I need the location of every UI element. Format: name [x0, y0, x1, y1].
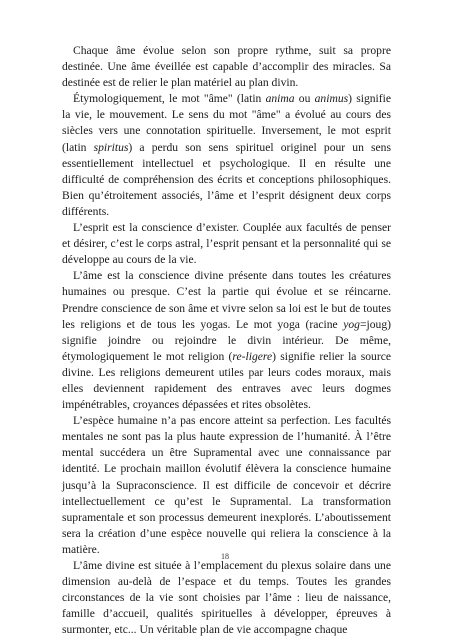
text-run: L’âme est la conscience divine présente dans toutes les créatures humaines ou presque. C’est la partie qui évolue et se réincarne. Prendre conscience de son âme et vivre selon sa loi est le but de toutes les religions et de tous les yogas. Le mot yoga (racine [62, 269, 391, 331]
text-run: L’âme divine est située à l’emplacement du plexus solaire dans une dimension au-delà de l’espace et du temps. Toutes les grandes circonstances de la vie sont choisies par l’âme : lieu de naissance, famille d’accueil, qualités spirituelles à développer, épreuves à surmonter, etc... Un véritable plan de vie accompagne chaque [62, 559, 391, 637]
paragraph [62, 413, 391, 558]
text-run: ) a perdu son sens spirituel originel pour un sens essentiellement intellectuel et psychologique. Il en résulte une difficulté de compréhension des écrits et conceptions philosophiques. Bien qu’étroitement associés, l’âme et l’esprit désignent deux corps différents. [62, 140, 391, 218]
text-run: L’esprit est la conscience d’exister. Couplée aux facultés de penser et désirer, c’est le corps astral, l’esprit pensant et la personnalité qui se développe au cours de la vie. [62, 221, 391, 267]
text-flow [62, 43, 391, 638]
paragraph [62, 43, 391, 91]
paragraph [62, 220, 391, 268]
italic-term: anima [265, 92, 295, 106]
italic-term: spiritus [93, 140, 129, 154]
text-run: Chaque âme évolue selon son propre rythme, suit sa propre destinée. Une âme éveillée est capable d’accomplir des miracles. Sa destinée est de relier le plan matériel au plan divin. [62, 44, 391, 90]
italic-term: animus [314, 92, 349, 106]
italic-term: re-ligere [232, 349, 273, 363]
page-body [62, 43, 391, 638]
text-run: L’espèce humaine n’a pas encore atteint sa perfection. Les facultés mentales ne sont pas la plus haute expression de l’humanité. À l’être mental succédera un être Supramental avec une connaissance par identité. Le prochain maillon évolutif élèvera la conscience humaine jusqu’à la Supraconscience. Il est difficile de concevoir et décrire intellectuellement ce qu’est le Supramental. La transformation supramentale et son processus demeurent inexplorés. L’aboutissement sera la création d’une espèce nouvelle qui reliera la conscience à la matière. [62, 414, 391, 556]
text-run: =joug) signifie joindre ou rejoindre le divin intérieur. De même, étymologiquement le mot religion ( [62, 317, 391, 363]
page-number: 18 [221, 552, 229, 561]
paragraph [62, 268, 391, 413]
text-run: ou [294, 92, 315, 106]
paragraph [62, 91, 391, 220]
italic-term: yog [343, 317, 360, 331]
text-run: Étymologiquement, le mot "âme" (latin [73, 92, 266, 106]
paragraph [62, 558, 391, 638]
text-run: ) signifie la vie, le mouvement. Le sens du mot "âme" a évolué au cours des siècles vers une connotation spirituelle. Inversement, le mot esprit (latin [62, 92, 391, 154]
text-run: ) signifie relier la source divine. Les religions demeurent utiles par leurs codes moraux, mais elles deviennent rapidement des entraves avec leurs dogmes impénétrables, croyances dépassées et rites obsolètes. [62, 349, 391, 412]
